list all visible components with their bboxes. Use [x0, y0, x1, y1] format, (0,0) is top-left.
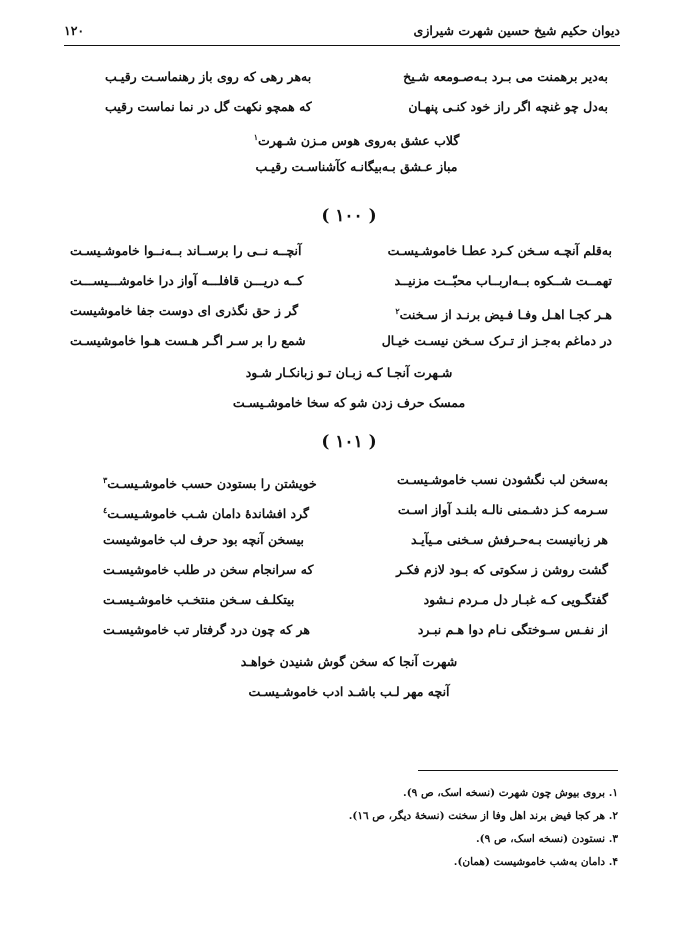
hemistich-right: گشت روشن ز سکوتی که بـود لازم فکـر	[396, 562, 608, 577]
couplet	[103, 525, 608, 555]
footnote: ۳. نستودن (نسخه اسک، ص ۹).	[476, 833, 618, 845]
ghazal-101	[103, 465, 608, 645]
closing-line: مباز عـشق بـەبیگانـه کآشناسـت رقیـب	[255, 159, 458, 174]
hemistich-right: هر زبانیست بـەحـرفش سـخنی مـیآیـد	[411, 532, 608, 547]
closing-line: شهرت آنجا که سخن گوش شنیدن خواهـد	[240, 654, 458, 669]
couplet	[70, 266, 612, 296]
hemistich-left: گر ز حق نگذری ای دوست جفا خاموشیست	[70, 303, 299, 318]
couplet	[103, 585, 608, 615]
poem-continuation	[105, 62, 608, 182]
footnote: ۲. هر کجا فیض برند اهل وفا از سخنت (نسخهٔ دیگر، ص ۱٦).	[348, 810, 618, 822]
hemistich-left: بەهر رهی که روی باز رهنماسـت رقیـب	[105, 69, 312, 84]
hemistich-right: سـرمه کـز دشـمنی نالـه بلنـد آواز اسـت	[397, 502, 608, 517]
couplet	[70, 236, 612, 266]
footnote-marker: ۱	[253, 132, 258, 142]
ghazal-100-closing	[0, 358, 698, 418]
footnote-marker: ۳	[103, 475, 108, 485]
hemistich-left: که سرانجام سخن در طلب خاموشیسـت	[103, 562, 314, 577]
hemistich-right: تهمــت شــکوه بــەاربــاب محبّــت مزنیــد	[394, 273, 612, 288]
ghazal-number: ( ۱۰۰ )	[321, 206, 377, 226]
hemistich-left: که همچو نکهت گل در نما نماست رقیب	[105, 99, 312, 114]
couplet	[103, 555, 608, 585]
hemistich-left: آنچــه نــی را برســاند بــەنــوا خاموشـیسـت	[70, 243, 302, 258]
hemistich-left: شمع را بر سـر اگـر هـست هـوا خاموشیسـت	[70, 333, 306, 348]
hemistich-right: از نفـس سـوختگی نـام دوا هـم نبـرد	[417, 622, 608, 637]
footnotes	[349, 782, 618, 874]
ghazal-101-closing	[0, 647, 698, 707]
couplet	[70, 296, 612, 326]
couplet	[105, 92, 608, 122]
couplet	[105, 62, 608, 92]
closing-line: گلاب عشق بەروی هوس مـزن شـهرت$^۱$	[253, 132, 460, 149]
hemistich-right: بەدل چو غنچه اگر راز خود کنـی پنهـان	[408, 99, 608, 114]
hemistich-right: بەسخن لب نگشودن نسب خاموشـیسـت	[396, 472, 608, 487]
hemistich-left: هر که چون درد گرفتار تب خاموشیسـت	[103, 622, 311, 637]
hemistich-right: در دماغم بەجـز از تـرک سـخن نیسـت خیـال	[381, 333, 612, 348]
hemistich-left: گرد افشاندهٔ دامان شـب خاموشـیسـت$^٤$	[103, 505, 309, 522]
footnote-marker: ٤	[103, 505, 108, 515]
couplet	[103, 615, 608, 645]
couplet	[70, 326, 612, 356]
hemistich-left: خویشتن را بستودن حسب خاموشـیسـت$^۳$	[103, 475, 317, 492]
closing-line: آنچه مهر لـب باشـد ادب خاموشـیسـت	[248, 684, 450, 699]
closing-line: ممسک حرف زدن شو که سخا خاموشـیسـت	[232, 395, 466, 410]
hemistich-right: بەقلم آنچـه سـخن کـرد عطـا خاموشـیسـت	[387, 243, 612, 258]
footnote-marker: ۲	[395, 306, 400, 316]
footnote: ۴. دامان بەشب خاموشیست (همان).	[453, 856, 618, 868]
running-header	[64, 16, 620, 44]
hemistich-left: بیسخن آنچه بود حرف لب خاموشیست	[103, 532, 304, 547]
ghazal-number: ( ۱۰۱ )	[321, 432, 377, 452]
header-rule	[64, 45, 620, 46]
ghazal-100	[70, 236, 612, 356]
hemistich-left: بیتکلـف سـخن منتخـب خاموشـیسـت	[103, 592, 295, 607]
footnote: ۱. بروی بیوش چون شهرت (نسخه اسک، ص ۹).	[403, 787, 618, 799]
hemistich-right: گفتگـویی کـه غبـار دل مـردم نـشود	[423, 592, 608, 607]
footnote-rule	[418, 770, 618, 771]
book-title: دیوان حکیم شیخ حسین شهرت شیرازی	[413, 22, 620, 38]
page-number: ۱۲۰	[64, 22, 85, 38]
hemistich-right: هـر کجـا اهـل وفـا فـیض برنـد از سـخنت$^۲$	[395, 306, 612, 323]
couplet	[103, 465, 608, 495]
hemistich-right: بەدیر برهمنت می بـرد بـەصـومعه شـیخ	[403, 69, 608, 84]
couplet	[103, 495, 608, 525]
hemistich-left: کــه دریـــن قافلـــه آواز درا خاموشـــیســـت	[70, 273, 304, 288]
closing-line: شـهرت آنجـا کـه زبـان تـو زبانکـار شـود	[245, 365, 453, 380]
